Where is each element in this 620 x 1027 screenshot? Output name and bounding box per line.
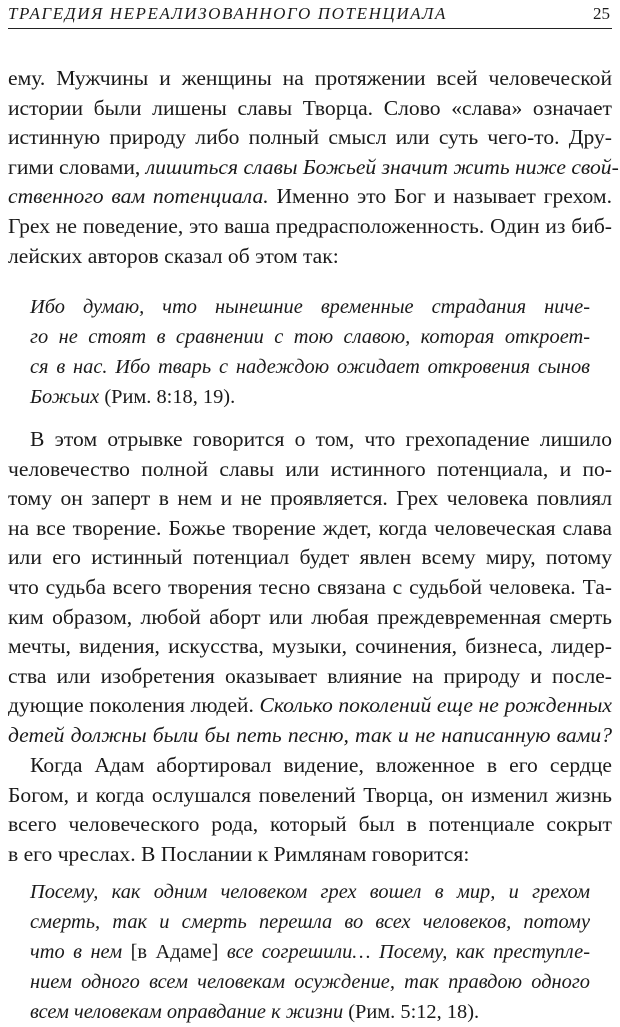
scripture-quote-1	[30, 292, 590, 412]
emphasis: что в нем	[30, 941, 131, 963]
emphasis: ственного вам потенциала.	[8, 184, 269, 209]
quote-line: Посему, как одним человеком грех вошел в мир, и грехом	[30, 881, 590, 903]
emphasis: лишиться славы Божьей значит жить ниже свой-	[145, 154, 619, 179]
text-line: В этом отрывке говорится о том, что грехопадение лишило	[30, 427, 612, 451]
scripture-reference: (Рим. 8:18, 19).	[99, 386, 236, 408]
text-line: ким образом, любой аборт или любая преждевременная смерть	[8, 604, 612, 629]
paragraph-2	[8, 425, 612, 751]
text-line: что судьба всего творения тесно связана с судьбой человека. Та-	[8, 574, 612, 599]
bracketed-note: [в Адаме]	[130, 941, 219, 963]
page-number: 25	[593, 4, 610, 23]
text-line: или его истинный потенциал будет явлен всему миру, потому	[8, 545, 612, 570]
scripture-reference: (Рим. 5:12, 18).	[343, 1001, 480, 1023]
text-line: всего человеческого рода, который был в потенциале сокрыт	[8, 812, 612, 837]
text-line: истинную природу либо полный смысл или суть чего-то. Дру-	[8, 125, 612, 150]
text-line: лейских авторов сказал об этом так:	[8, 243, 339, 268]
text-line: мечты, видения, искусства, музыки, сочинения, бизнеса, лидер-	[8, 634, 612, 659]
quote-line	[30, 382, 590, 412]
text-line	[8, 691, 612, 721]
text-line: Грех не поведение, это ваша предрасположенность. Один из биб-	[8, 213, 612, 238]
quote-line: Ибо думаю, что нынешние временные страдания ниче-	[30, 296, 590, 318]
emphasis: Сколько поколений еще не рожденных	[259, 693, 612, 718]
text-line: в его чреслах. В Послании к Римлянам говорится:	[8, 841, 470, 866]
quote-line	[30, 997, 590, 1027]
running-header	[8, 0, 612, 29]
text-line: детей должны были бы петь песню, так и не написанную вами?	[8, 722, 612, 747]
emphasis: всем человекам оправдание к жизни	[30, 1001, 344, 1023]
text-line: ему. Мужчины и женщины на протяжении всей человеческой	[8, 66, 612, 90]
emphasis: все согрешили… Посему, как преступле-	[218, 941, 590, 963]
text-line: Богом, и когда ослушался повелений Творца, он изменил жизнь	[8, 782, 612, 807]
text-run: дующие поколения людей.	[8, 693, 260, 718]
text-line	[8, 182, 612, 212]
quote-line: го не стоят в сравнении с тою славою, которая откроет-	[30, 326, 590, 348]
text-run: гими словами,	[8, 154, 146, 179]
text-line: Когда Адам абортировал видение, вложенное в его сердце	[30, 753, 612, 777]
running-title: ТРАГЕДИЯ НЕРЕАЛИЗОВАННОГО ПОТЕНЦИАЛА	[8, 4, 447, 23]
text-line: ства или изобретения оказывает влияние на природу и после-	[8, 663, 612, 688]
quote-line	[30, 937, 590, 967]
paragraph-1	[8, 64, 619, 271]
quote-line: ся в нас. Ибо тварь с надеждою ожидает откровения сынов	[30, 356, 590, 378]
text-line: тому он заперт в нем и не проявляется. Грех человека повлиял	[8, 486, 612, 511]
text-line: человечество полной славы или истинного потенциала, и по-	[8, 456, 612, 481]
text-line: на все творение. Божье творение ждет, когда человеческая слава	[8, 515, 612, 540]
paragraph-3	[8, 751, 612, 869]
emphasis: Божьих	[30, 386, 100, 408]
quote-line: смерть, так и смерть перешла во всех человеков, потому	[30, 911, 590, 933]
text-line	[8, 153, 619, 183]
scripture-quote-2	[30, 877, 590, 1027]
quote-line: нием одного всем человекам осуждение, так правдою одного	[30, 971, 590, 993]
text-run: Именно это Бог и называет грехом.	[268, 184, 612, 209]
text-line: истории были лишены славы Творца. Слово «слава» означает	[8, 95, 612, 120]
